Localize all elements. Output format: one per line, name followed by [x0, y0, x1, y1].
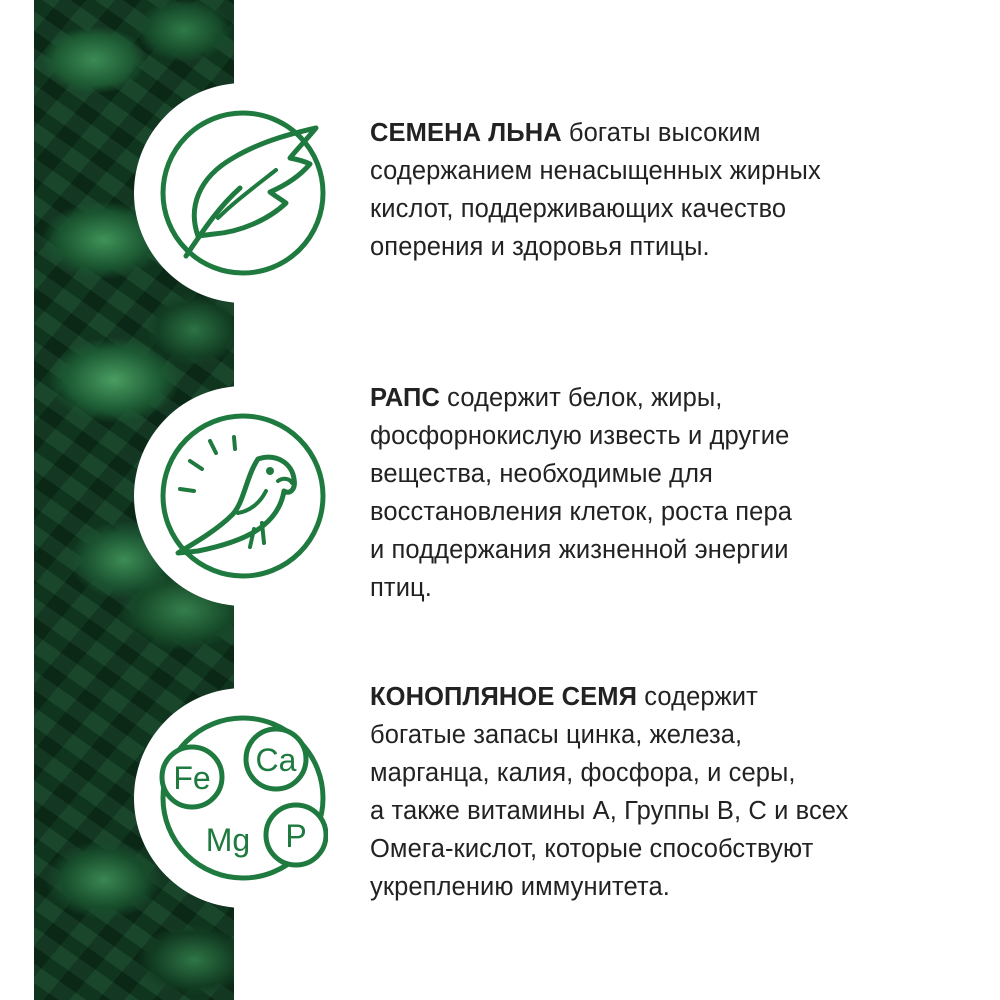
- item-line: птиц.: [370, 574, 432, 602]
- item-line: укреплению иммунитета.: [370, 873, 670, 901]
- element-ca: Ca: [255, 742, 297, 778]
- item-line: Омега-кислот, которые способствуют: [370, 835, 814, 863]
- item-line: фосфорнокислую известь и другие: [370, 422, 790, 450]
- element-mg: Mg: [205, 822, 251, 858]
- element-p: P: [285, 818, 307, 854]
- item-line: марганца, калия, фосфора, и серы,: [370, 759, 796, 787]
- minerals-icon: [158, 713, 328, 883]
- item-line: оперения и здоровья птицы.: [370, 233, 710, 261]
- item-line: содержит белок, жиры,: [440, 384, 723, 412]
- item-line: вещества, необходимые для: [370, 460, 713, 488]
- item-text-3: [370, 678, 990, 906]
- feather-icon: [158, 108, 328, 278]
- element-fe: Fe: [173, 760, 211, 796]
- item-heading: РАПС: [370, 384, 440, 412]
- item-heading: СЕМЕНА ЛЬНА: [370, 119, 562, 147]
- item-text-2: [370, 379, 990, 607]
- item-line: и поддержания жизненной энергии: [370, 536, 789, 564]
- item-line: содержанием ненасыщенных жирных: [370, 157, 821, 185]
- item-heading: КОНОПЛЯНОЕ СЕМЯ: [370, 683, 638, 711]
- item-line: восстановления клеток, роста пера: [370, 498, 793, 526]
- item-line: а также витамины А, Группы В, С и всех: [370, 797, 849, 825]
- item-line: богаты высоким: [561, 119, 761, 147]
- item-line: кислот, поддерживающих качество: [370, 195, 787, 223]
- item-text-1: [370, 114, 990, 266]
- parrot-icon: [158, 411, 328, 581]
- item-line: содержит: [637, 683, 758, 711]
- item-line: богатые запасы цинка, железа,: [370, 721, 743, 749]
